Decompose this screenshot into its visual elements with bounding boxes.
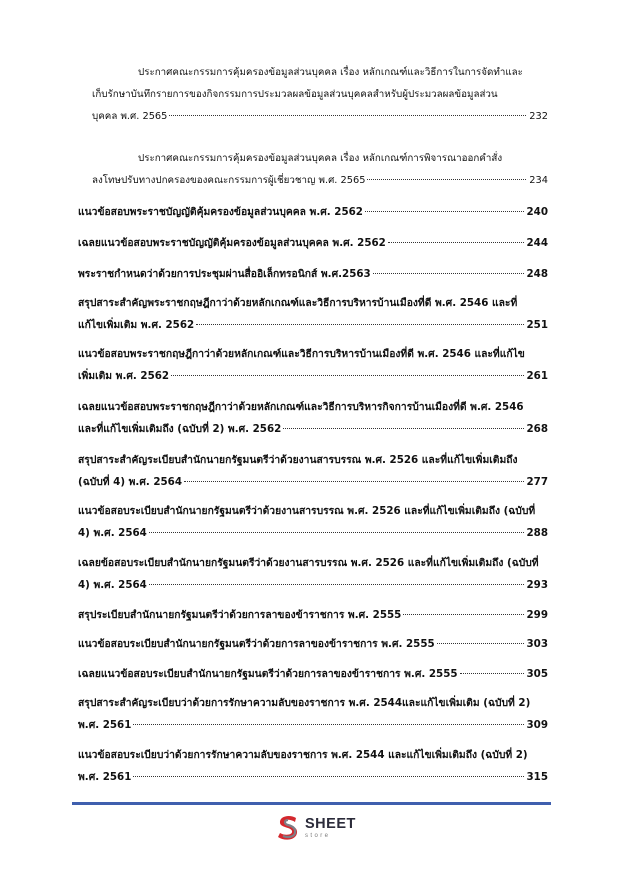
toc-entry[interactable] (78, 201, 548, 223)
toc-entry[interactable] (92, 148, 548, 192)
toc-entry-title-line2: 4) พ.ศ. 2564 (78, 579, 147, 591)
toc-entry-title-line1: แนวข้อสอบระเบียบว่าด้วยการรักษาความลับของราชการ พ.ศ. 2544 และแก้ไขเพิ่มเติมถึง (ฉบับที่ 2) (78, 749, 528, 761)
toc-page-number: 234 (529, 175, 548, 186)
dot-leader (365, 211, 524, 212)
toc-page-number: 288 (526, 527, 548, 539)
toc-entry-title: เฉลยแนวข้อสอบพระราชบัญญัติคุ้มครองข้อมูลส่วนบุคคล พ.ศ. 2562 (78, 237, 386, 249)
dot-leader (403, 614, 523, 615)
toc-entry-title: แนวข้อสอบระเบียบสำนักนายกรัฐมนตรีว่าด้วยการลาของข้าราชการ พ.ศ. 2555 (78, 638, 435, 650)
toc-entry[interactable] (78, 500, 548, 544)
toc-entry[interactable] (78, 449, 548, 493)
toc-line (78, 343, 548, 365)
sheet-store-logo (276, 813, 356, 843)
toc-line (78, 714, 548, 736)
toc-page-number: 251 (526, 319, 548, 331)
toc-entry-title-line1: แนวข้อสอบระเบียบสำนักนายกรัฐมนตรีว่าด้วยงานสารบรรณ พ.ศ. 2526 และที่แก้ไขเพิ่มเติมถึง (ฉบับที่ (78, 505, 536, 517)
logo-subtitle: store (305, 833, 331, 840)
toc-page-number: 277 (526, 476, 548, 488)
logo-wordmark: SHEET (305, 815, 356, 832)
toc-page-number: 268 (526, 423, 548, 435)
toc-page-number: 248 (526, 268, 548, 280)
toc-entry[interactable] (78, 604, 548, 626)
dot-leader (367, 179, 526, 180)
toc-entry[interactable] (78, 633, 548, 655)
toc-line (78, 574, 548, 596)
toc-entry[interactable] (92, 62, 548, 128)
toc-entry-title-line3: บุคคล พ.ศ. 2565 (92, 111, 168, 122)
toc-entry-title-line2: พ.ศ. 2561 (78, 719, 132, 731)
toc-line (78, 232, 548, 254)
toc-entry-title-line1: สรุปสาระสำคัญระเบียบว่าด้วยการรักษาความลับของราชการ พ.ศ. 2544และแก้ไขเพิ่มเติม (ฉบับที่ 2) (78, 697, 531, 709)
dot-leader (283, 428, 523, 429)
dot-leader (149, 532, 524, 533)
toc-entry[interactable] (78, 744, 548, 788)
toc-line (78, 365, 548, 387)
toc-entry[interactable] (78, 663, 548, 685)
toc-page-number: 244 (526, 237, 548, 249)
toc-line (92, 106, 548, 128)
toc-entry[interactable] (78, 232, 548, 254)
footer-divider (72, 802, 551, 805)
dot-leader (184, 481, 523, 482)
toc-page-number: 303 (526, 638, 548, 650)
toc-entry[interactable] (78, 396, 548, 440)
toc-entry-title: พระราชกำหนดว่าด้วยการประชุมผ่านสื่ออิเล็กทรอนิกส์ พ.ศ.2563 (78, 268, 371, 280)
toc-page-number: 309 (526, 719, 548, 731)
toc-entry-title-line2: พ.ศ. 2561 (78, 771, 132, 783)
toc-entry[interactable] (78, 343, 548, 387)
dot-leader (169, 115, 526, 116)
sheet-store-logo-icon (276, 814, 302, 842)
toc-entry-title: แนวข้อสอบพระราชบัญญัติคุ้มครองข้อมูลส่วนบุคคล พ.ศ. 2562 (78, 206, 363, 218)
toc-line (78, 418, 548, 440)
toc-entry-title-line2: และที่แก้ไขเพิ่มเติมถึง (ฉบับที่ 2) พ.ศ. 2562 (78, 423, 282, 435)
toc-line (78, 314, 548, 336)
toc-entry[interactable] (78, 692, 548, 736)
toc-entry-title: สรุประเบียบสำนักนายกรัฐมนตรีว่าด้วยการลาของข้าราชการ พ.ศ. 2555 (78, 609, 402, 621)
toc-line (78, 449, 548, 471)
toc-line (92, 84, 548, 106)
toc-page-number: 315 (526, 771, 548, 783)
toc-line (78, 292, 548, 314)
toc-line (78, 552, 548, 574)
toc-entry-title-line2: 4) พ.ศ. 2564 (78, 527, 147, 539)
toc-line (78, 633, 548, 655)
toc-entry-title-line2: แก้ไขเพิ่มเติม พ.ศ. 2562 (78, 319, 195, 331)
toc-entry-title-line1: ประกาศคณะกรรมการคุ้มครองข้อมูลส่วนบุคคล เรื่อง หลักเกณฑ์และวิธีการในการจัดทำและ (138, 67, 523, 78)
toc-entry-title-line1: เฉลยข้อสอบระเบียบสำนักนายกรัฐมนตรีว่าด้วยงานสารบรรณ พ.ศ. 2526 และที่แก้ไขเพิ่มเติมถึง (ฉบับที่ (78, 557, 539, 569)
toc-page-number: 299 (526, 609, 548, 621)
toc-page-number: 305 (526, 668, 548, 680)
toc-entry-title-line2: เก็บรักษาบันทึกรายการของกิจกรรมการประมวลผลข้อมูลส่วนบุคคลสำหรับผู้ประมวลผลข้อมูลส่วน (92, 89, 498, 100)
toc-page-number: 261 (526, 370, 548, 382)
toc-entry[interactable] (78, 292, 548, 336)
toc-line (78, 201, 548, 223)
toc-entry-title: เฉลยแนวข้อสอบระเบียบสำนักนายกรัฐมนตรีว่าด้วยการลาของข้าราชการ พ.ศ. 2555 (78, 668, 458, 680)
dot-leader (171, 375, 523, 376)
toc-line (78, 396, 548, 418)
toc-line (78, 766, 548, 788)
dot-leader (437, 643, 524, 644)
toc-entry[interactable] (78, 263, 548, 285)
toc-entry-title-line1: เฉลยแนวข้อสอบพระราชกฤษฎีกาว่าด้วยหลักเกณฑ์และวิธีการบริหารกิจการบ้านเมืองที่ดี พ.ศ. 2546 (78, 401, 524, 413)
toc-entry-title-line1: สรุปสาระสำคัญพระราชกฤษฎีกาว่าด้วยหลักเกณฑ์และวิธีการบริหารบ้านเมืองที่ดี พ.ศ. 2546 และที่ (78, 297, 518, 309)
dot-leader (373, 273, 524, 274)
toc-entry[interactable] (78, 552, 548, 596)
toc-line (78, 663, 548, 685)
toc-line (78, 604, 548, 626)
toc-line (78, 744, 548, 766)
toc-entry-title-line2: ลงโทษปรับทางปกครองของคณะกรรมการผู้เชี่ยวชาญ พ.ศ. 2565 (92, 175, 366, 186)
dot-leader (133, 776, 523, 777)
toc-line (78, 471, 548, 493)
toc-line (78, 263, 548, 285)
dot-leader (149, 584, 524, 585)
toc-line (78, 692, 548, 714)
toc-page-number: 232 (529, 111, 548, 122)
toc-line (92, 62, 548, 84)
dot-leader (196, 324, 523, 325)
toc-entry-title-line2: (ฉบับที่ 4) พ.ศ. 2564 (78, 476, 183, 488)
toc-line (92, 148, 548, 170)
toc-entry-title-line1: สรุปสาระสำคัญระเบียบสำนักนายกรัฐมนตรีว่าด้วยงานสารบรรณ พ.ศ. 2526 และที่แก้ไขเพิ่มเติมถึง (78, 454, 518, 466)
toc-entry-title-line1: แนวข้อสอบพระราชกฤษฎีกาว่าด้วยหลักเกณฑ์และวิธีการบริหารบ้านเมืองที่ดี พ.ศ. 2546 และที่แก้ไข (78, 348, 525, 360)
toc-line (78, 522, 548, 544)
dot-leader (388, 242, 524, 243)
dot-leader (460, 673, 524, 674)
toc-line (78, 500, 548, 522)
dot-leader (133, 724, 523, 725)
toc-page-number: 240 (526, 206, 548, 218)
logo-text (305, 817, 356, 840)
toc-entry-title-line2: เพิ่มเติม พ.ศ. 2562 (78, 370, 170, 382)
toc-page-number: 293 (526, 579, 548, 591)
toc-entry-title-line1: ประกาศคณะกรรมการคุ้มครองข้อมูลส่วนบุคคล เรื่อง หลักเกณฑ์การพิจารณาออกคำสั่ง (138, 153, 503, 164)
toc-line (92, 170, 548, 192)
